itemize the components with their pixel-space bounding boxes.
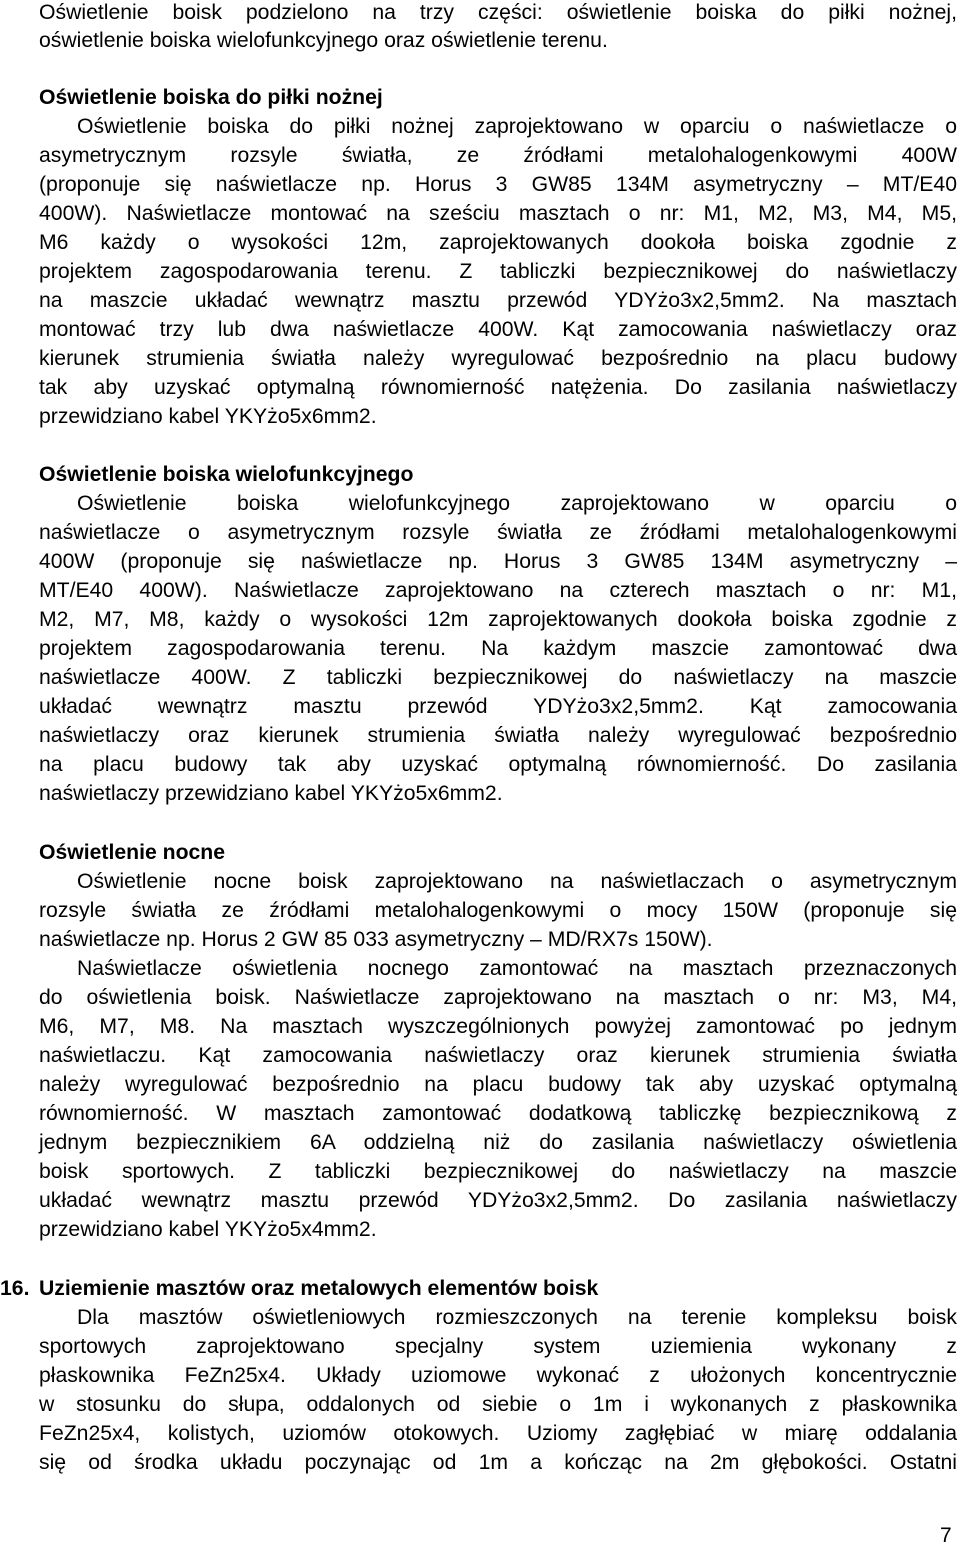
football-line-4: 400W). Naświetlacze montować na sześciu masztach o nr: M1, M2, M3, M4, M5, (39, 202, 957, 225)
night-line-2: rozsyle światła ze źródłami metalohalogenkowymi o mocy 150W (proponuje się (39, 899, 957, 922)
night-line-10: jednym bezpiecznikiem 6A oddzielną niż do zasilania naświetlaczy oświetlenia (39, 1131, 957, 1154)
multi-line-1: Oświetlenie boiska wielofunkcyjnego zaprojektowano w oparciu o (77, 492, 957, 515)
football-line-10: tak aby uzyskać optymalną równomierność natężenia. Do zasilania naświetlaczy (39, 376, 957, 399)
s16-line-5: FeZn25x4, kolistych, uziomów otokowych. Uziomy zagłębiać w miarę oddalania (39, 1422, 957, 1445)
multi-line-4: MT/E40 400W). Naświetlacze zaprojektowano na czterech masztach o nr: M1, (39, 579, 957, 602)
night-line-12: układać wewnątrz masztu przewód YDYżo3x2,5mm2. Do zasilania naświetlaczy (39, 1189, 957, 1212)
intro-line-1: Oświetlenie boisk podzielono na trzy części: oświetlenie boiska do piłki nożnej, (39, 1, 957, 24)
football-line-6: projektem zagospodarowania terenu. Z tabliczki bezpiecznikowej do naświetlaczy (39, 260, 957, 283)
heading-section-16: Uziemienie masztów oraz metalowych elementów boisk (39, 1277, 599, 1300)
multi-line-5: M2, M7, M8, każdy o wysokości 12m zaprojektowanych dookoła boiska zgodnie z (39, 608, 957, 631)
football-line-11: przewidziano kabel YKYżo5x6mm2. (39, 405, 377, 428)
night-line-7: naświetlaczu. Kąt zamocowania naświetlaczy oraz kierunek strumienia światła (39, 1044, 957, 1067)
night-line-13: przewidziano kabel YKYżo5x4mm2. (39, 1218, 377, 1241)
multi-line-10: na placu budowy tak aby uzyskać optymalną równomierność. Do zasilania (39, 753, 957, 776)
football-line-5: M6 każdy o wysokości 12m, zaprojektowanych dookoła boiska zgodnie z (39, 231, 957, 254)
multi-line-9: naświetlaczy oraz kierunek strumienia światła należy wyregulować bezpośrednio (39, 724, 957, 747)
heading-multi: Oświetlenie boiska wielofunkcyjnego (39, 463, 414, 486)
multi-line-2: naświetlacze o asymetrycznym rozsyle światła ze źródłami metalohalogenkowymi (39, 521, 957, 544)
multi-line-8: układać wewnątrz masztu przewód YDYżo3x2,5mm2. Kąt zamocowania (39, 695, 957, 718)
night-line-9: równomierność. W masztach zamontować dodatkową tabliczkę bezpiecznikową z (39, 1102, 957, 1125)
s16-line-3: płaskownika FeZn25x4. Układy uziomowe wykonać z ułożonych koncentrycznie (39, 1364, 957, 1387)
multi-line-3: 400W (proponuje się naświetlacze np. Horus 3 GW85 134M asymetryczny – (39, 550, 957, 573)
football-line-3: (proponuje się naświetlacze np. Horus 3 GW85 134M asymetryczny – MT/E40 (39, 173, 957, 196)
night-line-3: naświetlacze np. Horus 2 GW 85 033 asymetryczny – MD/RX7s 150W). (39, 928, 713, 951)
football-line-1: Oświetlenie boiska do piłki nożnej zaprojektowano w oparciu o naświetlacze o (77, 115, 957, 138)
heading-night: Oświetlenie nocne (39, 841, 226, 864)
night-line-5: do oświetlenia boisk. Naświetlacze zaprojektowano na masztach o nr: M3, M4, (39, 986, 957, 1009)
night-line-1: Oświetlenie nocne boisk zaprojektowano na naświetlaczach o asymetrycznym (77, 870, 957, 893)
multi-line-11: naświetlaczy przewidziano kabel YKYżo5x6mm2. (39, 782, 503, 805)
s16-line-4: w stosunku do słupa, oddalonych od siebie o 1m i wykonanych z płaskownika (39, 1393, 957, 1416)
heading-football: Oświetlenie boiska do piłki nożnej (39, 86, 383, 109)
multi-line-7: naświetlacze 400W. Z tabliczki bezpiecznikowej do naświetlaczy na maszcie (39, 666, 957, 689)
football-line-8: montować trzy lub dwa naświetlacze 400W. Kąt zamocowania naświetlaczy oraz (39, 318, 957, 341)
s16-line-1: Dla masztów oświetleniowych rozmieszczonych na terenie kompleksu boisk (77, 1306, 957, 1329)
intro-line-2: oświetlenie boiska wielofunkcyjnego oraz oświetlenie terenu. (39, 29, 608, 52)
page-number: 7 (940, 1524, 952, 1547)
night-line-4: Naświetlacze oświetlenia nocnego zamontować na masztach przeznaczonych (77, 957, 957, 980)
night-line-11: boisk sportowych. Z tabliczki bezpiecznikowej do naświetlaczy na maszcie (39, 1160, 957, 1183)
s16-line-6: się od środka układu poczynając od 1m a kończąc na 2m głębokości. Ostatni (39, 1451, 957, 1474)
night-line-6: M6, M7, M8. Na masztach wyszczególnionych powyżej zamontować po jednym (39, 1015, 957, 1038)
multi-line-6: projektem zagospodarowania terenu. Na każdym maszcie zamontować dwa (39, 637, 957, 660)
s16-line-2: sportowych zaprojektowano specjalny system uziemienia wykonany z (39, 1335, 957, 1358)
football-line-9: kierunek strumienia światła należy wyregulować bezpośrednio na placu budowy (39, 347, 957, 370)
football-line-2: asymetrycznym rozsyle światła, ze źródłami metalohalogenkowymi 400W (39, 144, 957, 167)
night-line-8: należy wyregulować bezpośrednio na placu budowy tak aby uzyskać optymalną (39, 1073, 957, 1096)
section-16-number: 16. (0, 1277, 30, 1300)
football-line-7: na maszcie układać wewnątrz masztu przewód YDYżo3x2,5mm2. Na masztach (39, 289, 957, 312)
